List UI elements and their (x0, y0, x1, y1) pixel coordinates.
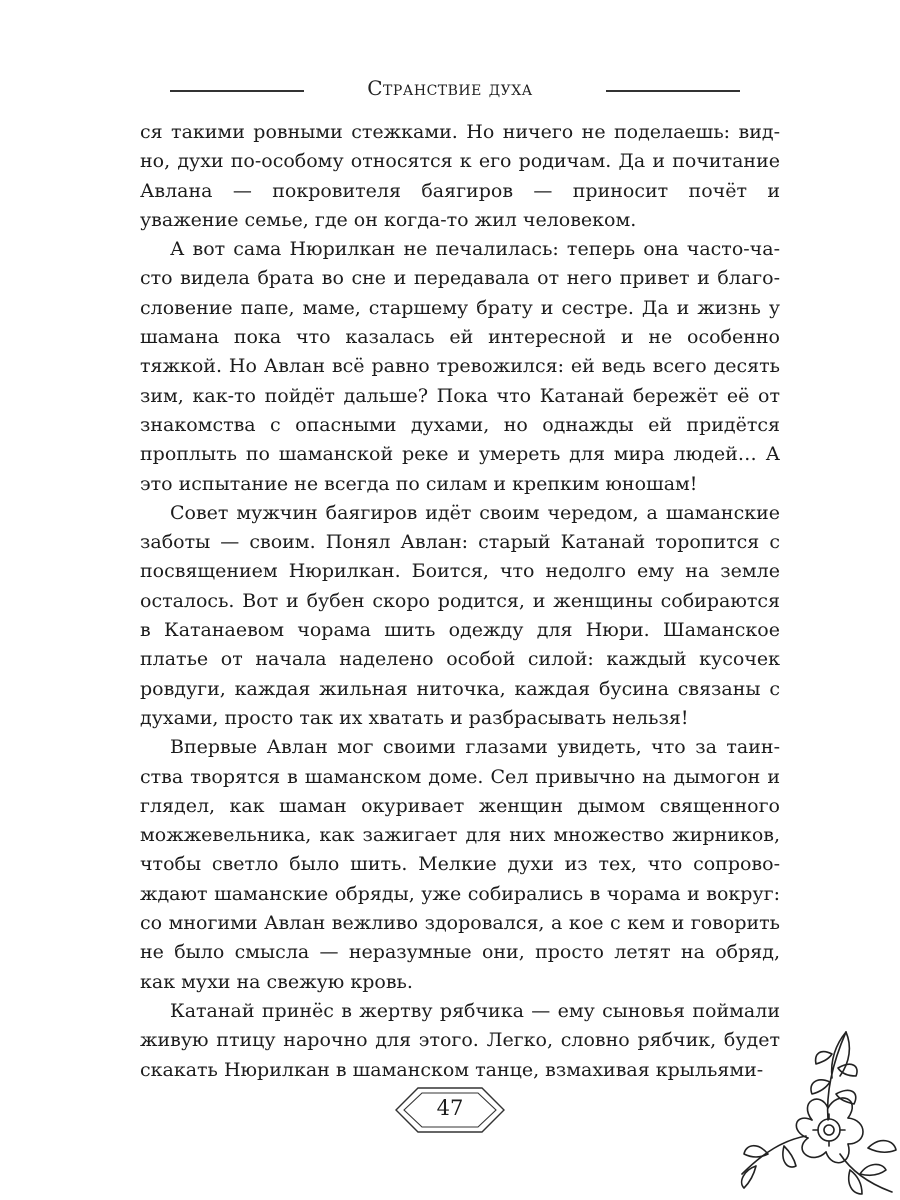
paragraph-2: А вот сама Нюрилкан не печалилась: теперь она часто-часто видела брата во сне и передавала от него привет и благословение папе, маме, старшему брату и сестре. Да и жизнь у шамана пока что казалась ей интересной и не особенно тяжкой. Но Авлан всё равно тревожился: ей ведь всего десять зим, как-то пойдёт дальше? Пока что Катанай бережёт её от знакомства с опасными духами, но однажды ей придётся проплыть по шаманской реке и умереть для мира людей… А это испытание не всегда по силам и крепким юношам! (140, 238, 780, 495)
page-number-frame (390, 1080, 510, 1140)
paragraph-5: Катанай принёс в жертву рябчика — ему сыновья поймали живую птицу нарочно для этого. Легко, словно рябчик, будет скакать Нюрилкан в шаманском танце, взмахивая крыльями- (140, 999, 780, 1081)
running-header (0, 74, 900, 106)
header-rule-right (606, 90, 740, 92)
page-body (140, 118, 780, 1085)
paragraph-3: Совет мужчин баягиров идёт своим чередом, а шаманские заботы — своим. Понял Авлан: старый Катанай торопится с посвящением Нюрилкан. Боится, что недолго ему на земле осталось. Вот и бубен скоро родится, и женщины собираются в Катанаевом чорама шить одежду для Нюри. Шаманское платье от начала наделено особой силой: каждый кусочек ровдуги, каждая жильная ниточка, каждая бусина связаны с духами, просто так их хватать и разбрасывать нельзя! (140, 501, 780, 729)
floral-corner-ornament-icon (728, 1024, 900, 1200)
paragraph-1: ся такими ровными стежками. Но ничего не поделаешь: видно, духи по-особому относятся к его родичам. Да и почитание Авлана — покровителя баягиров — приносит почёт и уважение семье, где он когда-то жил человеком. (140, 121, 780, 231)
page-number: 47 (436, 1096, 464, 1120)
running-title: Странствие духа (367, 76, 533, 100)
paragraph-4: Впервые Авлан мог своими глазами увидеть, что за таинства творятся в шаманском доме. Сел привычно на дымогон и глядел, как шаман окуривает женщин дымом священного можжевельника, как зажигает для них множество жирников, чтобы светло было шить. Мелкие духи из тех, что сопровождают шаманские обряды, уже собирались в чорама и вокруг: со многими Авлан вежливо здоровался, а кое с кем и говорить не было смысла — неразумные они, просто летят на обряд, как мухи на свежую кровь. (140, 736, 780, 993)
